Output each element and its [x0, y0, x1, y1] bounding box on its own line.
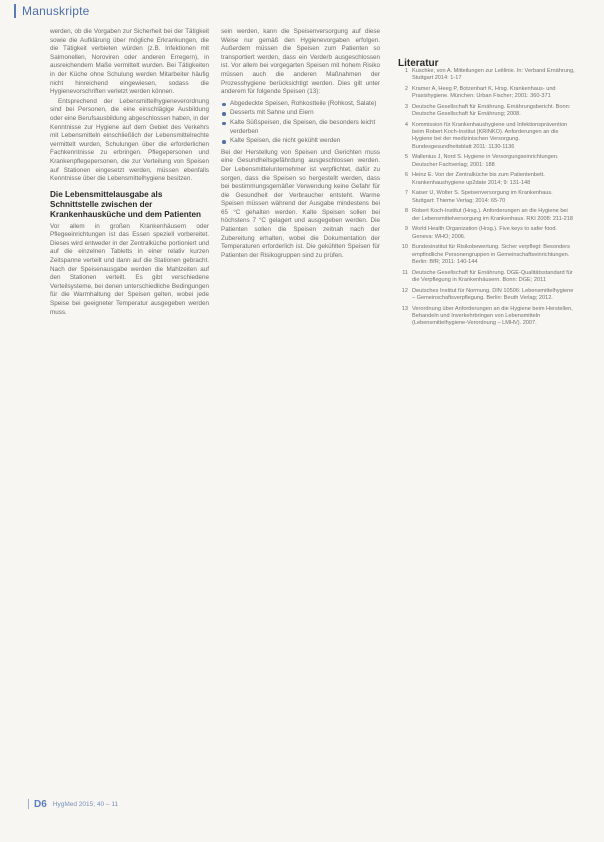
reference-list — [398, 68, 576, 327]
reference-text: World Health Organization (Hrsg.). Five keys to safer food. Geneva: WHO; 2006. — [412, 226, 558, 240]
reference-text: Heinz E. Von der Zentralküche bis zum Patientenbett. Krankenhaushygiene up2date 2014; 9: 131-148 — [412, 172, 545, 186]
paragraph: Bei der Herstellung von Speisen und Gerichten muss eine Gesundheitsgefährdung ausgeschlossen werden. Der Lebensmittelunternehmer ist verpflichtet, dafür zu sorgen, dass die Speisen so hergestellt werden, dass bei bestimmungsgemäßer Verwendung keine Gefahr für die Gesundheit der Verbraucher entsteht. Warme Speisen müssen während der Ausgabe mindestens bei 65 °C gehalten werden. Kalte Speisen sollen bei höchstens 7 °C gelagert und ausgegeben werden. Die Patienten sollen die Speisen zeitnah nach der Zubereitung erhalten, wobei die Dokumentation der Temperaturen erforderlich ist. Die gekühlten Speisen für Patienten der Risikogruppen sind zu prüfen. — [221, 148, 380, 259]
reference-number: 7 — [404, 190, 408, 197]
reference-text: Deutsche Gesellschaft für Ernährung. Ernährungsbericht. Bonn: Deutsche Gesellschaft für Ernährung; 2008. — [412, 104, 571, 118]
section-title: Manuskripte — [22, 4, 90, 18]
reference-text: Deutsche Gesellschaft für Ernährung. DGE-Qualitätsstandard für die Verpflegung in Krankenhäusern. Bonn: DGE; 2011 — [412, 269, 573, 283]
reference-number: 10 — [401, 244, 408, 251]
reference-number: 6 — [404, 172, 408, 179]
literature-heading: Literatur — [398, 58, 439, 69]
reference-number: 9 — [404, 226, 408, 233]
page-header — [14, 0, 90, 22]
reference-text: Kramer A, Heeg P, Botzenhart K, Hrsg. Krankenhaus- und Praxishygiene. München: Urban Fischer; 2001: 360-371 — [412, 86, 556, 100]
bullet-item: Abgedeckte Speisen, Rohkostteile (Rohkost, Salate) — [221, 100, 380, 109]
reference-number: 8 — [404, 208, 408, 215]
reference-item — [398, 190, 576, 204]
reference-number: 5 — [404, 154, 408, 161]
reference-number: 4 — [404, 122, 408, 128]
reference-text: Bundesinstitut für Risikobewertung. Sicher verpflegt: Besonders empfindliche Personengruppen in Gemeinschaftseinrichtungen. Berlin: BfR; 2011: 140-144 — [412, 244, 570, 265]
reference-item — [398, 104, 576, 118]
reference-text: Verordnung über Anforderungen an die Hygiene beim Herstellen, Behandeln und Inverkehrbringen von Lebensmitteln (Lebensmittelhygiene-Verordnung – LMHV). 2007. — [412, 305, 573, 327]
reference-text: Deutsches Institut für Normung. DIN 10506: Lebensmittelhygiene – Gemeinschaftsverpflegung. Berlin: Beuth Verlag; 2012. — [412, 287, 574, 301]
bullet-item: Kalte Speisen, die nicht gekühlt werden — [221, 137, 380, 146]
paragraph: Entsprechend der Lebensmittelhygieneverordnung sind bei Personen, die eine einschlägige Ausbildung oder eine Berufsausbildung abgeschlossen haben, in der Kenntnisse zur Hygiene auf dem Gebiet des Verkehrs mit Lebensmitteln einschließlich der Lebensmittelrechte vermittelt wurden, Schulungen über die erforderlichen Fachkenntnisse zu erbringen. Pflegepersonen und Krankenpflegepersonen, die zur Verteilung von Speisen auf Stationen eingesetzt werden, müssen ebenfalls Kenntnisse über die Lebensmittelhygiene besitzen. — [50, 97, 209, 183]
reference-item — [398, 122, 576, 151]
reference-item — [398, 172, 576, 186]
paragraph: Vor allem in großen Krankenhäusern oder Pflegeeinrichtungen ist das Essen speziell vorbereitet. Dieses wird entweder in der Zentralküche portioniert und auf die einzelnen Tabletts in einer relativ kurzen Zeitspanne verteilt und dann auf die Stationen gebracht. Nach der Speisenausgabe werden die Mahlzeiten auf den Stationen verteilt. Es gibt verschiedene Verteilsysteme, bei denen unterschiedliche Bedingungen für die Warmhaltung der Speisen gelten, wobei jede Speise bei geeigneter Temperatur ausgegeben werden muss. — [50, 222, 209, 316]
reference-text: Robert Koch-Institut (Hrsg.). Anforderungen an die Hygiene bei der Lebensmittelversorgung im Krankenhaus. RKI 2008: 211-218 — [412, 208, 573, 222]
reference-item — [398, 154, 576, 168]
reference-item — [398, 288, 576, 302]
reference-item — [398, 226, 576, 240]
reference-item — [398, 86, 576, 100]
reference-item — [398, 244, 576, 266]
page-number: D6 — [34, 798, 47, 810]
references-column — [398, 56, 576, 331]
reference-text: Wallenius J, Nord S. Hygiene in Versorgungseinrichtungen. Deutscher Fachverlag; 2001: 188 — [412, 154, 559, 168]
journal-citation: HygMed 2015; 40 – 11 — [52, 800, 119, 808]
reference-number: 3 — [404, 104, 408, 110]
bullet-list — [221, 100, 380, 146]
paragraph: sein werden, kann die Speisenversorgung auf diese Weise nur gemäß den Hygienevorgaben erfolgen. Außerdem müssen die Speisen zum Patienten so transportiert werden, dass ein Verderb ausgeschlossen ist. Vor allem bei vorgegarten Speisen mit hohem Risiko müssen auch die anderen Maßnahmen der Prozesshygiene berücksichtigt werden. Dies gilt unter anderem für folgende Speisen (13): — [221, 28, 380, 96]
header-accent-bar — [14, 4, 16, 18]
reference-item — [398, 68, 576, 82]
paragraph: werden, ob die Vorgaben zur Sicherheit bei der Tätigkeit sowie die Aufklärung über mögliche Erkrankungen, die die Tätigkeit verbieten würden (z.B. Infektionen mit Salmonellen, Noroviren oder anderen Erregern), in ausreichendem Maße vermittelt wurden. Bei Tätigkeiten in der Küche ohne Schulung werden Mitarbeiter häufig nicht hinreichend eingewiesen, sodass die Hygienevorschriften verletzt werden können. — [50, 28, 209, 96]
reference-number: 11 — [402, 269, 408, 276]
reference-number: 13 — [401, 305, 408, 312]
text-column-2 — [221, 28, 380, 261]
bullet-item: Desserts mit Sahne und Eiern — [221, 109, 380, 118]
reference-item — [398, 208, 576, 222]
page-footer — [28, 796, 118, 812]
bullet-item: Kalte Süßspeisen, die Speisen, die besonders leicht verderben — [221, 119, 380, 136]
reference-text: Kuschke, von A. Mitteilungen zur Leitlinie. In: Verband Ernährung, Stuttgart 2014: 1-17 — [412, 68, 575, 82]
section-heading: Die Lebensmittelausgabe als Schnittstelle zwischen der Krankenhausküche und dem Patienten — [50, 189, 202, 219]
reference-number: 2 — [404, 86, 408, 92]
reference-text: Kommission für Krankenhaushygiene und Infektionsprävention beim Robert Koch-Institut (KRINKO). Anforderungen an die Hygiene bei der medizinischen Versorgung. Bundesgesundheitsblatt 2011: 1130-1136 — [412, 122, 568, 150]
reference-item — [398, 306, 576, 328]
reference-number: 12 — [401, 287, 408, 294]
reference-text: Kaiser U, Wolter S. Speisenversorgung im Krankenhaus. Stuttgart: Thieme Verlag; 2014: 65-70 — [412, 190, 553, 204]
text-column-1 — [50, 28, 209, 318]
reference-item — [398, 270, 576, 284]
reference-number: 1 — [404, 68, 408, 74]
